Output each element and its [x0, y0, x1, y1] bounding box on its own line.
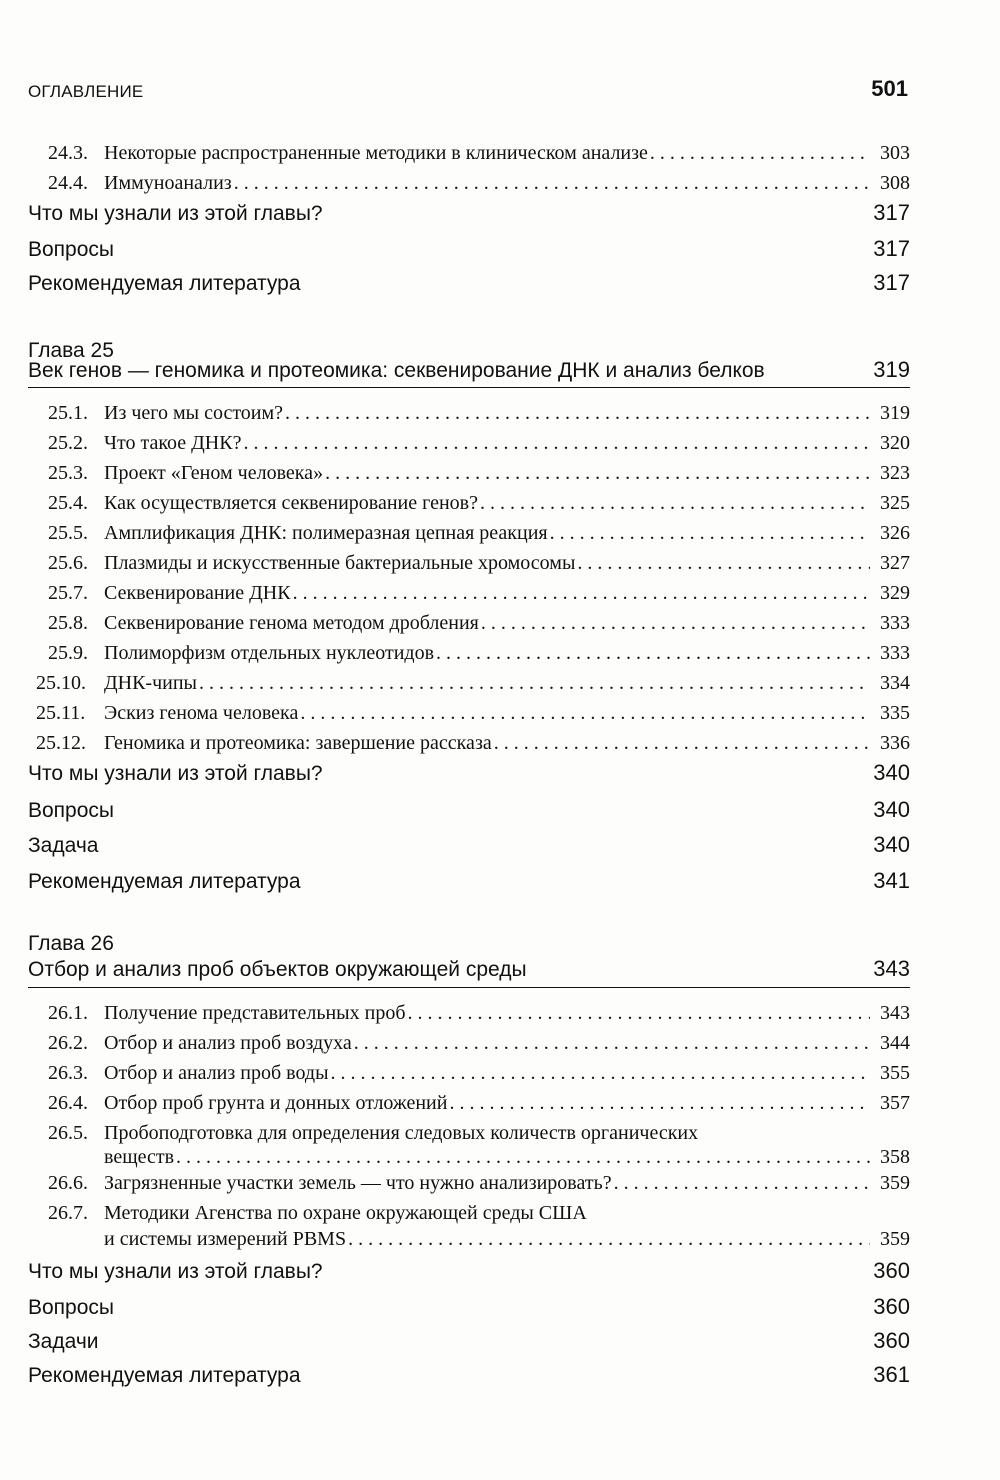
entry-page: 357: [880, 1092, 910, 1114]
leader-dots: [550, 522, 870, 545]
chapter-label: Глава 26: [28, 932, 114, 955]
toc-entry[interactable]: [0, 666, 1000, 700]
entry-number: 25.6.: [48, 552, 88, 574]
entry-number: 25.8.: [48, 612, 88, 634]
leader-dots: [285, 402, 870, 425]
entry-page: 325: [880, 492, 910, 514]
section-page: 340: [873, 760, 910, 785]
toc-section[interactable]: [0, 866, 1000, 900]
entry-page: 355: [880, 1062, 910, 1084]
toc-section[interactable]: [0, 1360, 1000, 1394]
leader-dots: [234, 172, 870, 195]
entry-title-continued: веществ: [104, 1146, 175, 1168]
toc-entry[interactable]: [0, 696, 1000, 730]
entry-title: Пробоподготовка для определения следовых количеств органических: [104, 1122, 699, 1144]
section-page: 360: [873, 1328, 910, 1353]
leader-dots: [243, 432, 870, 455]
entry-title: ДНК-чипы: [104, 672, 197, 694]
leader-dots: [494, 732, 870, 755]
entry-title: Отбор и анализ проб воздуха: [104, 1032, 352, 1054]
section-title: Что мы узнали из этой главы?: [28, 1260, 323, 1283]
section-title: Что мы узнали из этой главы?: [28, 202, 323, 225]
section-page: 361: [873, 1362, 910, 1387]
section-title: Рекомендуемая литература: [28, 870, 301, 893]
toc-entry[interactable]: [0, 456, 1000, 490]
leader-dots: [300, 702, 870, 725]
toc-section[interactable]: [0, 1256, 1000, 1290]
entry-title: Что такое ДНК?: [104, 432, 242, 454]
leader-dots: [650, 142, 870, 165]
toc-entry[interactable]: [0, 166, 1000, 200]
entry-page: 359: [880, 1172, 910, 1194]
entry-number: 25.10.: [36, 672, 86, 694]
leader-dots: [354, 1032, 870, 1055]
entry-page: 335: [880, 702, 910, 724]
toc-entry[interactable]: [0, 996, 1000, 1030]
toc-section[interactable]: [0, 234, 1000, 268]
chapter-label: Глава 25: [28, 339, 114, 362]
entry-page: 326: [880, 522, 910, 544]
entry-number: 26.3.: [48, 1062, 88, 1084]
leader-dots: [481, 612, 870, 635]
section-page: 317: [873, 200, 910, 225]
entry-number: 26.5.: [48, 1122, 88, 1144]
section-title: Вопросы: [28, 238, 115, 261]
section-page: 317: [873, 270, 910, 295]
leader-dots: [199, 672, 870, 695]
toc-entry[interactable]: [0, 1166, 1000, 1200]
section-title: Задачи: [28, 1330, 99, 1353]
entry-number: 25.9.: [48, 642, 88, 664]
entry-title: Иммуноанализ: [104, 172, 232, 194]
toc-entry[interactable]: [0, 516, 1000, 550]
entry-page: 336: [880, 732, 910, 754]
running-header: ОГЛАВЛЕНИЕ: [28, 82, 144, 101]
section-title: Что мы узнали из этой главы?: [28, 762, 323, 785]
entry-title: Как осуществляется секвенирование генов?: [104, 492, 478, 514]
entry-title: Отбор и анализ проб воды: [104, 1062, 329, 1084]
entry-number: 25.5.: [48, 522, 88, 544]
chapter-rule: [28, 987, 910, 988]
entry-number: 25.7.: [48, 582, 88, 604]
leader-dots: [449, 1092, 870, 1115]
entry-title: Амплификация ДНК: полимеразная цепная реакция: [104, 522, 548, 544]
entry-title: Секвенирование генома методом дробления: [104, 612, 479, 634]
entry-title: Геномика и протеомика: завершение рассказа: [104, 732, 492, 754]
toc-section[interactable]: [0, 795, 1000, 829]
entry-number: 24.3.: [48, 142, 88, 164]
toc-entry[interactable]: [0, 1056, 1000, 1090]
toc-section[interactable]: [0, 1326, 1000, 1360]
toc-entry[interactable]: [0, 486, 1000, 520]
page-number: 501: [871, 76, 908, 101]
toc-entry[interactable]: [0, 606, 1000, 640]
toc-entry[interactable]: [0, 1086, 1000, 1120]
section-title: Рекомендуемая литература: [28, 1364, 301, 1387]
entry-title: Полиморфизм отдельных нуклеотидов: [104, 642, 435, 664]
chapter-page: 319: [873, 357, 910, 382]
toc-entry[interactable]: [0, 636, 1000, 670]
toc-entry[interactable]: [0, 576, 1000, 610]
entry-number: 26.7.: [48, 1202, 88, 1224]
entry-page: 308: [880, 172, 910, 194]
entry-title: Проект «Геном человека»: [104, 462, 324, 484]
entry-number: 26.1.: [48, 1002, 88, 1024]
section-title: Вопросы: [28, 799, 115, 822]
entry-page: 329: [880, 582, 910, 604]
leader-dots: [348, 1228, 870, 1251]
entry-number: 24.4.: [48, 172, 88, 194]
entry-page: 359: [880, 1228, 910, 1250]
section-page: 340: [873, 832, 910, 857]
entry-page: 343: [880, 1002, 910, 1024]
entry-number: 25.3.: [48, 462, 88, 484]
toc-section[interactable]: [0, 830, 1000, 864]
entry-number: 25.4.: [48, 492, 88, 514]
entry-title: Получение представительных проб: [104, 1002, 406, 1024]
chapter-page: 343: [873, 956, 910, 981]
toc-entry[interactable]: [0, 426, 1000, 460]
entry-title: Секвенирование ДНК: [104, 582, 291, 604]
leader-dots: [408, 1002, 871, 1025]
entry-page: 320: [880, 432, 910, 454]
entry-page: 319: [880, 402, 910, 424]
entry-number: 25.2.: [48, 432, 88, 454]
leader-dots: [325, 462, 870, 485]
entry-number: 26.2.: [48, 1032, 88, 1054]
entry-title: Эскиз генома человека: [104, 702, 299, 724]
entry-number: 26.4.: [48, 1092, 88, 1114]
toc-entry[interactable]: [0, 396, 1000, 430]
entry-page: 344: [880, 1032, 910, 1054]
toc-section[interactable]: [0, 1292, 1000, 1326]
toc-section[interactable]: [0, 198, 1000, 232]
leader-dots: [293, 582, 870, 605]
section-page: 360: [873, 1258, 910, 1283]
entry-number: 26.6.: [48, 1172, 88, 1194]
section-page: 360: [873, 1294, 910, 1319]
entry-title: Некоторые распространенные методики в клиническом анализе: [104, 142, 648, 164]
section-page: 340: [873, 797, 910, 822]
entry-page: 334: [880, 672, 910, 694]
section-page: 317: [873, 236, 910, 261]
leader-dots: [577, 552, 870, 575]
toc-entry[interactable]: [0, 1196, 1000, 1258]
entry-title: Из чего мы состоим?: [104, 402, 284, 424]
entry-page: 358: [880, 1146, 910, 1168]
leader-dots: [331, 1062, 870, 1085]
entry-number: 25.1.: [48, 402, 88, 424]
chapter-title[interactable]: Отбор и анализ проб объектов окружающей среды: [28, 958, 527, 981]
entry-number: 25.12.: [36, 732, 86, 754]
entry-page: 333: [880, 642, 910, 664]
leader-dots: [480, 492, 870, 515]
entry-title: Отбор проб грунта и донных отложений: [104, 1092, 448, 1114]
section-page: 341: [873, 868, 910, 893]
toc-section[interactable]: [0, 758, 1000, 792]
toc-entry[interactable]: [0, 546, 1000, 580]
toc-entry[interactable]: [0, 136, 1000, 170]
toc-section[interactable]: [0, 268, 1000, 302]
section-title: Рекомендуемая литература: [28, 272, 301, 295]
chapter-rule: [28, 387, 910, 388]
entry-title-continued: и системы измерений PBMS: [104, 1228, 347, 1250]
entry-title: Методики Агенства по охране окружающей среды США: [104, 1202, 587, 1224]
leader-dots: [436, 642, 870, 665]
entry-number: 25.11.: [36, 702, 86, 724]
section-title: Вопросы: [28, 1296, 115, 1319]
entry-page: 303: [880, 142, 910, 164]
toc-entry[interactable]: [0, 726, 1000, 760]
entry-page: 327: [880, 552, 910, 574]
chapter-title[interactable]: Век генов — геномика и протеомика: секвенирование ДНК и анализ белков: [28, 359, 765, 382]
entry-title: Загрязненные участки земель — что нужно анализировать?: [104, 1172, 612, 1194]
leader-dots: [614, 1172, 870, 1195]
entry-title: Плазмиды и искусственные бактериальные хромосомы: [104, 552, 576, 574]
entry-page: 333: [880, 612, 910, 634]
section-title: Задача: [28, 834, 99, 857]
entry-page: 323: [880, 462, 910, 484]
toc-entry[interactable]: [0, 1026, 1000, 1060]
